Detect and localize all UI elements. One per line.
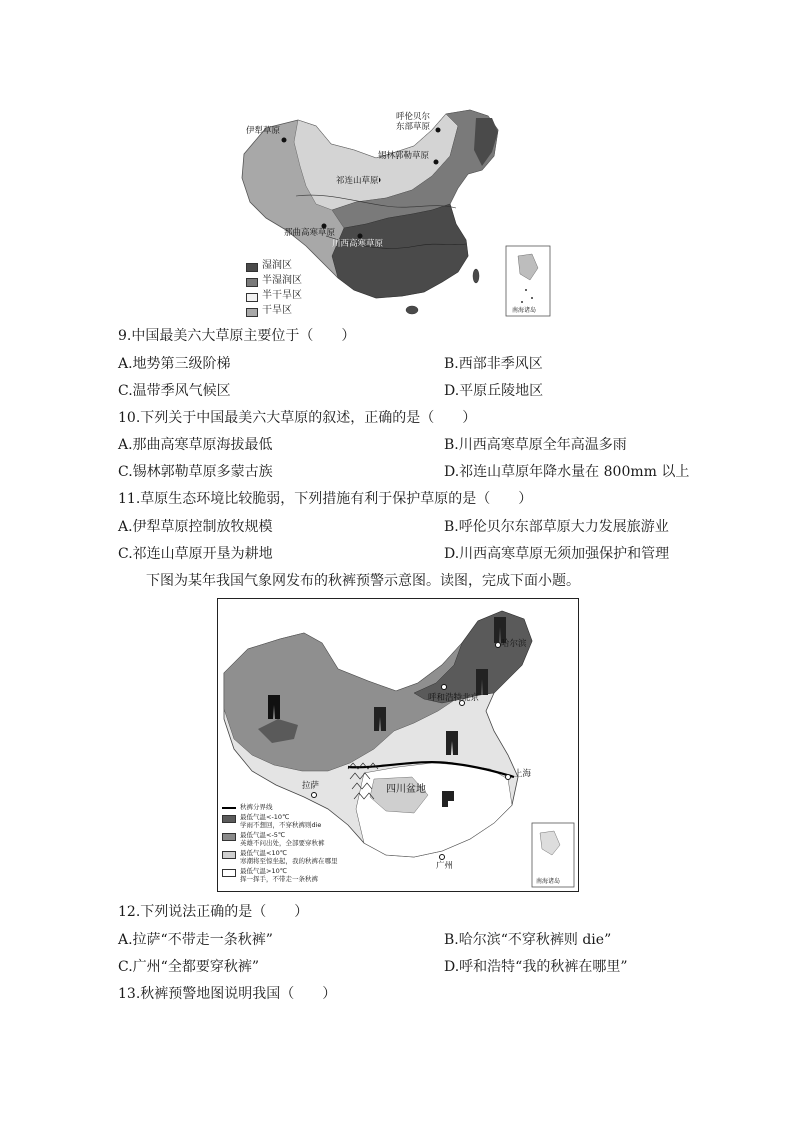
legend-label-lt-minus10: 最低气温<-10℃ [240, 813, 290, 821]
legend-label-humid: 湿润区 [262, 260, 292, 271]
legend-label-arid: 干旱区 [262, 305, 292, 316]
label-inset-2: 南海诸岛 [536, 878, 561, 885]
label-inset-1: 南海诸岛 [512, 307, 537, 314]
label-qilianshan: 祁连山草原 [336, 176, 379, 186]
legend-desc-gt-10: 挥一挥手，不带走一条秋裤 [240, 875, 318, 883]
label-chuanxi: 川西高寒草原 [332, 239, 384, 249]
q9-option-a[interactable]: A.地势第三级阶梯 [118, 356, 231, 372]
legend-swatch-semihumid [246, 278, 258, 287]
label-hulunbeier-1: 呼伦贝尔 [396, 112, 431, 122]
label-guangzhou: 广州 [436, 861, 454, 871]
label-xilinguole: 锡林郭勒草原 [378, 151, 430, 161]
legend-swatch-lt-10 [222, 851, 236, 859]
legend-label-semiarid: 半干旱区 [262, 290, 302, 301]
q11-option-a[interactable]: A.伊犁草原控制放牧规模 [118, 519, 273, 535]
legend-desc-lt-minus5: 英雄不问出处，全部要穿秋裤 [240, 839, 325, 847]
q9-stem: 9.中国最美六大草原主要位于（ ） [118, 328, 356, 344]
q12-option-a[interactable]: A.拉萨“不带走一条秋裤” [118, 932, 273, 948]
q11-stem: 11.草原生态环境比较脆弱，下列措施有利于保护草原的是（ ） [118, 491, 533, 507]
legend-desc-lt-minus10: 学雨不想回，不穿秋裤则die [240, 821, 322, 829]
grassland-climate-map [236, 106, 554, 320]
q9-option-b[interactable]: B.西部非季风区 [444, 356, 543, 372]
q11-option-c[interactable]: C.祁连山草原开垦为耕地 [118, 546, 273, 562]
map1-legend [246, 260, 336, 318]
label-naqu: 那曲高寒草原 [284, 228, 336, 238]
legend-boundary-line [222, 807, 236, 809]
label-shanghai: 上海 [514, 769, 532, 779]
label-beijing: 北京 [462, 693, 480, 703]
q12-option-b[interactable]: B.哈尔滨“不穿秋裤则 die” [444, 932, 612, 948]
map2-legend [222, 803, 342, 889]
q10-stem: 10.下列关于中国最美六大草原的叙述，正确的是（ ） [118, 410, 477, 426]
legend-swatch-lt-minus10 [222, 815, 236, 823]
longjohns-warning-map [217, 598, 579, 892]
legend-label-boundary: 秋裤分界线 [240, 803, 273, 811]
legend-label-gt-10: 最低气温>10℃ [240, 867, 288, 875]
q10-option-c[interactable]: C.锡林郭勒草原多蒙古族 [118, 464, 273, 480]
legend-label-semihumid: 半湿润区 [262, 275, 302, 286]
q12-option-c[interactable]: C.广州“全都要穿秋裤” [118, 959, 259, 975]
q10-option-d[interactable]: D.祁连山草原年降水量在 800mm 以上 [444, 464, 690, 480]
label-lasa: 拉萨 [302, 781, 320, 791]
legend-swatch-lt-minus5 [222, 833, 236, 841]
legend-swatch-arid [246, 308, 258, 317]
legend-swatch-semiarid [246, 293, 258, 302]
q11-option-b[interactable]: B.呼伦贝尔东部草原大力发展旅游业 [444, 519, 669, 535]
q12-option-d[interactable]: D.呼和浩特“我的秋裤在哪里” [444, 959, 628, 975]
q9-option-d[interactable]: D.平原丘陵地区 [444, 383, 544, 399]
label-huhehaote: 呼和浩特 [428, 693, 463, 703]
q13-stem: 13.秋裤预警地图说明我国（ ） [118, 986, 337, 1002]
q12-stem: 12.下列说法正确的是（ ） [118, 904, 309, 920]
label-hulunbeier-2: 东部草原 [396, 122, 431, 132]
q11-option-d[interactable]: D.川西高寒草原无须加强保护和管理 [444, 546, 670, 562]
label-yili: 伊犁草原 [246, 126, 281, 136]
q10-option-a[interactable]: A.那曲高寒草原海拔最低 [118, 437, 273, 453]
label-sichuan: 四川盆地 [386, 784, 426, 795]
label-haerbin: 哈尔滨 [501, 639, 527, 649]
legend-desc-lt-10: 寒潮将至惊坐起，我的秋裤在哪里 [240, 857, 338, 865]
q9-option-c[interactable]: C.温带季风气候区 [118, 383, 231, 399]
intro-map2: 下图为某年我国气象网发布的秋裤预警示意图。读图，完成下面小题。 [146, 573, 580, 589]
q10-option-b[interactable]: B.川西高寒草原全年高温多雨 [444, 437, 627, 453]
legend-label-lt-minus5: 最低气温<-5℃ [240, 831, 286, 839]
legend-label-lt-10: 最低气温<10℃ [240, 849, 288, 857]
legend-swatch-gt-10 [222, 869, 236, 877]
legend-swatch-humid [246, 263, 258, 272]
